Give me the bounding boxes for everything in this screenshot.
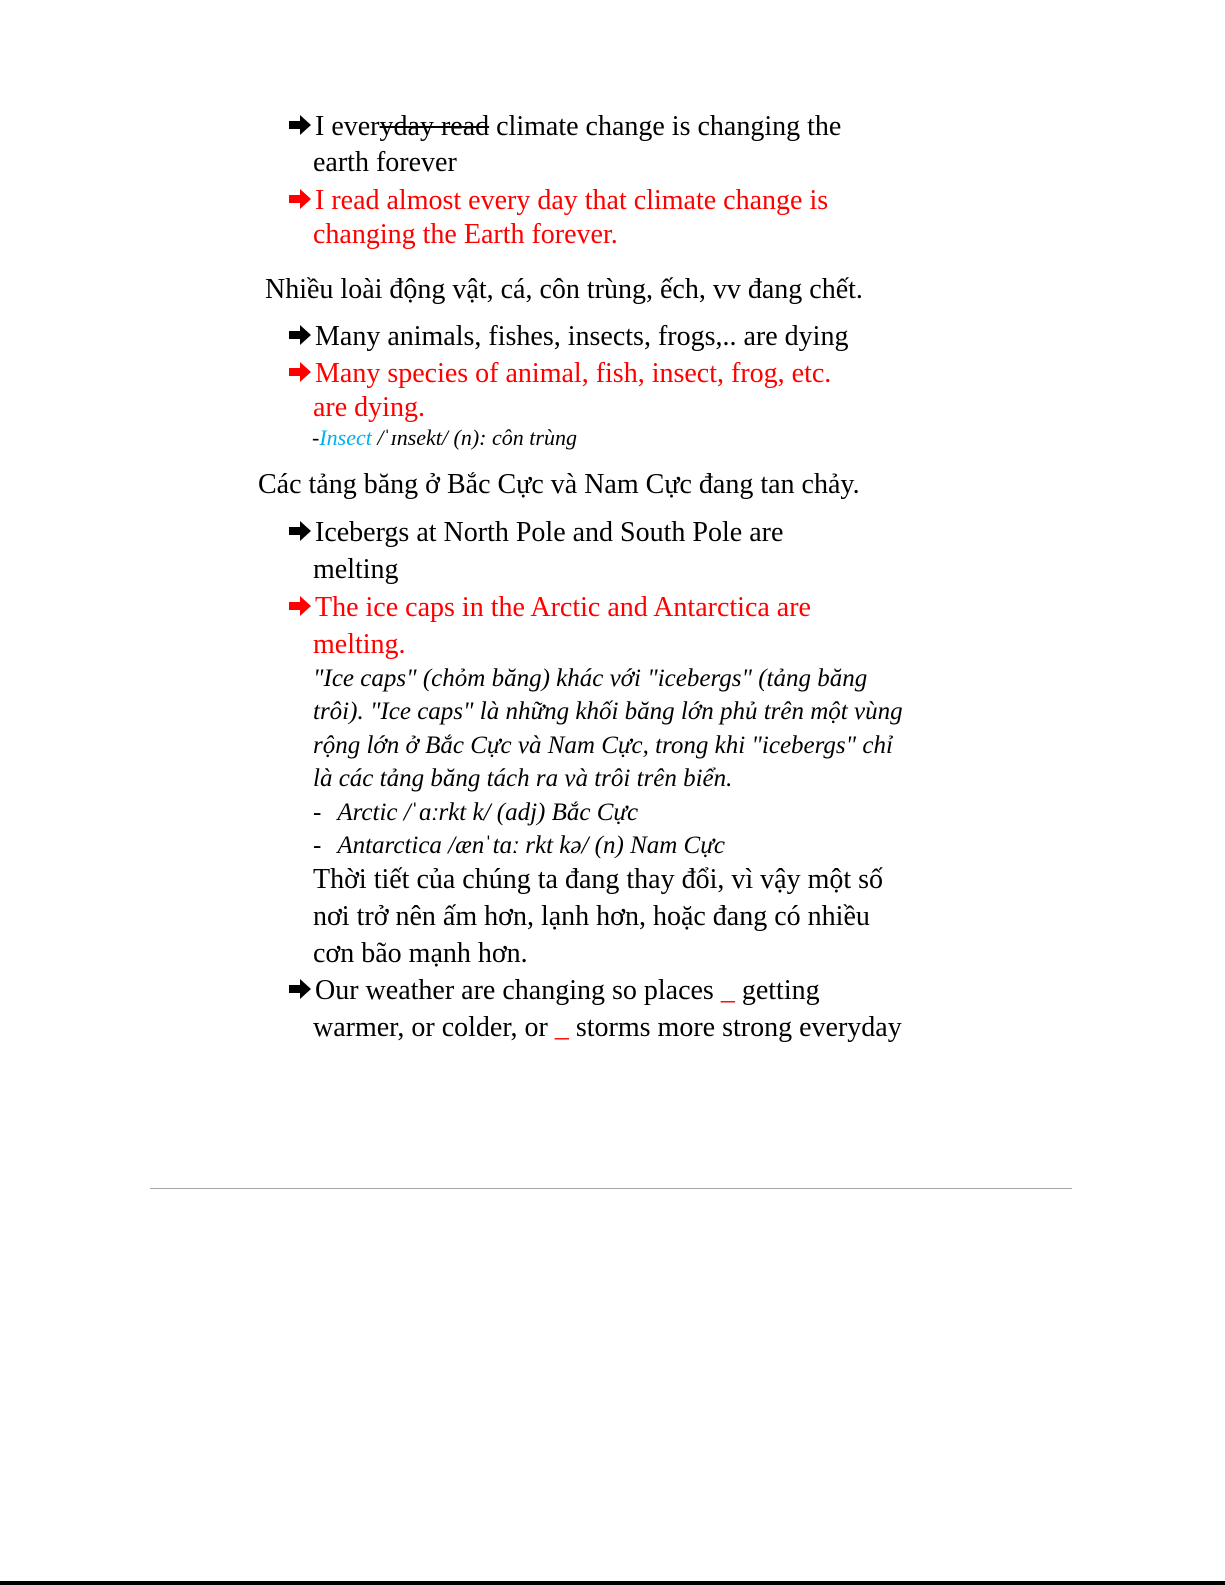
draft-sentence-2: Many animals, fishes, insects, frogs,.. are dying [287,320,848,354]
right-arrow-icon [287,112,313,138]
vocab-insect: -Insect /ˈɪnsekt/ (n): côn trùng [312,425,577,450]
corrected-sentence-3: The ice caps in the Arctic and Antarctica are [287,591,811,625]
draft-sentence-4-line2: warmer, or colder, or _ storms more strong everyday [313,1012,902,1043]
right-arrow-icon [287,322,313,348]
blank-marker: _ [554,1012,569,1043]
vietnamese-prompt-4: Thời tiết của chúng ta đang thay đổi, vì vậy một số [313,864,884,895]
vietnamese-prompt-4-line3: cơn bão mạnh hơn. [313,938,528,969]
draft-sentence-1-line2: earth forever [313,147,457,178]
right-arrow-icon [287,593,313,619]
corrected-sentence-1: I read almost every day that climate change is [287,184,828,218]
struck-text: yday read [379,111,490,142]
vietnamese-prompt-2: Nhiều loài động vật, cá, côn trùng, ếch, vv đang chết. [265,274,863,305]
corrected-sentence-2-line2: are dying. [313,392,425,423]
vocab-arctic: - Arctic /ˈɑːrkt k/ (adj) Bắc Cực [313,799,639,826]
note-line: rộng lớn ở Bắc Cực và Nam Cực, trong khi "icebergs" chỉ [313,732,893,759]
note-line: trôi). "Ice caps" là những khối băng lớn phủ trên một vùng [313,698,903,725]
right-arrow-icon [287,518,313,544]
draft-sentence-3-line2: melting [313,554,399,585]
corrected-sentence-1-line2: changing the Earth forever. [313,219,618,250]
vocab-antarctica: - Antarctica /ænˈtɑː rkt kə/ (n) Nam Cực [313,832,725,859]
corrected-sentence-2: Many species of animal, fish, insect, frog, etc. [287,357,831,391]
right-arrow-icon [287,976,313,1002]
vietnamese-prompt-4-line2: nơi trở nên ấm hơn, lạnh hơn, hoặc đang có nhiều [313,901,870,932]
note-line: "Ice caps" (chỏm băng) khác với "icebergs" (tảng băng [313,665,868,692]
right-arrow-icon [287,186,313,212]
note-line: là các tảng băng tách ra và trôi trên biển. [313,765,733,792]
draft-sentence-4: Our weather are changing so places _ getting [287,974,820,1008]
right-arrow-icon [287,359,313,385]
draft-sentence-1: I everyday read climate change is changing the [287,110,841,144]
page-break-divider [150,1188,1072,1189]
blank-marker: _ [720,975,735,1006]
draft-sentence-3: Icebergs at North Pole and South Pole are [287,516,783,550]
vietnamese-prompt-3: Các tảng băng ở Bắc Cực và Nam Cực đang tan chảy. [258,469,860,500]
corrected-sentence-3-line2: melting. [313,629,406,660]
page-bottom-edge [0,1581,1225,1585]
